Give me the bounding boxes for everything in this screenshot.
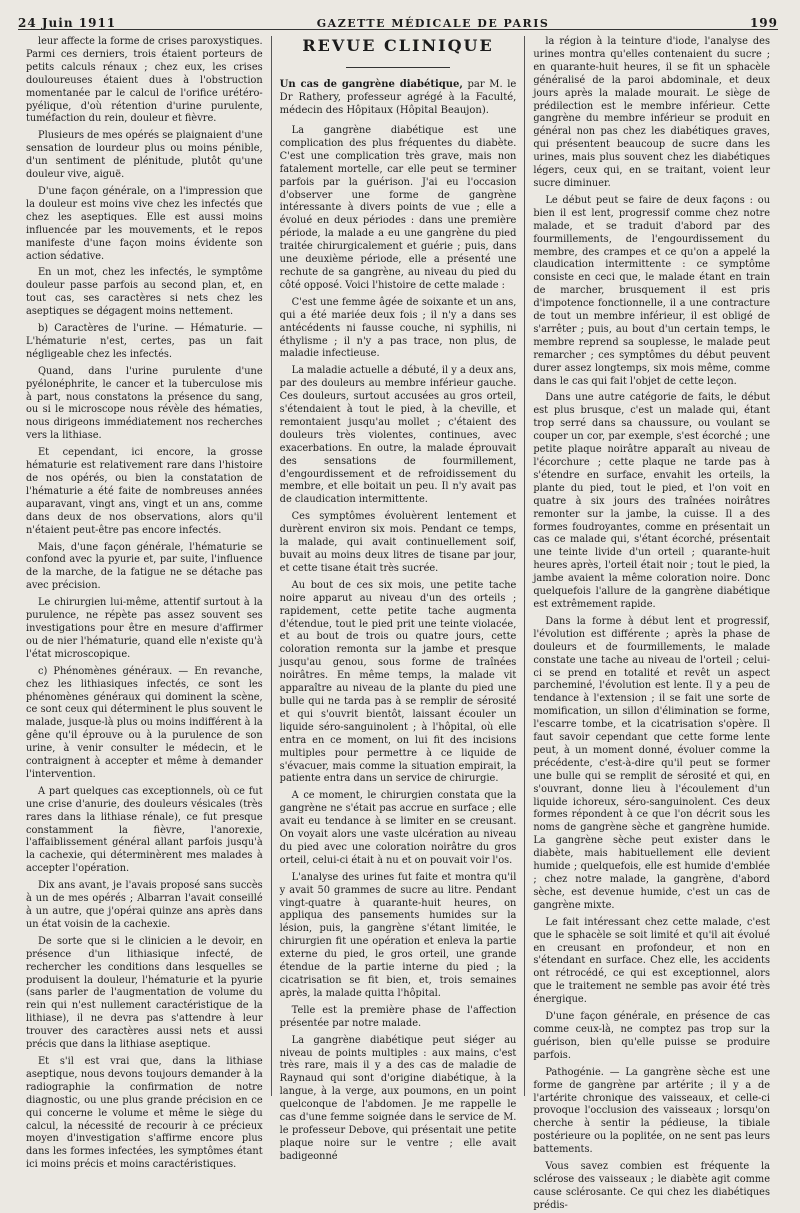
paragraph: A part quelques cas exceptionnels, où ce fut une crise d'anurie, des douleurs vésicales (très rares dans la lithiase rénale), ce fut presque constamment la fièvre, l'anorexie, l'affaiblissement général allant parfois jusqu'à la cachexie, qui déterminèrent mes malades à accepter l'opération. xyxy=(26,785,263,875)
paragraph: En un mot, chez les infectés, le symptôme douleur passe parfois au second plan, et, en tout cas, ses caractères si nets chez les aseptiques se dégagent moins nettement. xyxy=(26,267,263,318)
paragraph: Telle est la première phase de l'affection présentée par notre malade. xyxy=(279,1004,517,1029)
paragraph: Pathogénie. — La gangrène sèche est une forme de gangrène par artérite ; il y a de l'artérite chronique des vaisseaux, et celle-ci provoque l'occlusion des vaisseaux ; lorsqu'on cherche à sentir la pédieuse, la tibiale postérieure ou la poplitée, on ne sent pas leurs battements. xyxy=(533,1066,771,1156)
paragraph: Plusieurs de mes opérés se plaignaient d'une sensation de lourdeur plus ou moins pénible, d'un sentiment de plénitude, plutôt qu'une douleur vive, aiguë. xyxy=(26,130,263,181)
paragraph: De sorte que si le clinicien a le devoir, en présence d'un lithiasique infecté, de rechercher les conditions dans lesquelles se produisent la douleur, l'hématurie et la pyurie (sans parler de l'augmentation de volume du rein qui n'est nullement caractéristique de la lithiase), il ne devra pas s'attendre à leur trouver des caractères aussi nets et aussi précis que dans la lithiase aseptique. xyxy=(26,935,263,1051)
journal-title: GAZETTE MÉDICALE DE PARIS xyxy=(316,17,550,30)
issue-date: 24 Juin 1911 xyxy=(18,16,117,30)
paragraph: La gangrène diabétique peut siéger au niveau de points multiples : aux mains, c'est très rare, mais il y a des cas de maladie de Raynaud qui sont d'origine diabétique, à la langue, à la verge, aux poumons, en un point quelconque de l'abdomen. Je me rappelle le cas d'une femme soignée dans le service de M. le professeur Debove, qui présentait une petite plaque noire sur le ventre ; elle avait badigeonné xyxy=(279,1034,517,1162)
paragraph: C'est une femme âgée de soixante et un ans, qui a été mariée deux fois ; il n'y a dans ses antécédents ni fausse couche, ni syphilis, ni éthylisme ; il n'y a pas trace, non plus, de maladie infectieuse. xyxy=(279,296,517,360)
column-3 xyxy=(524,36,778,1211)
paragraph: D'une façon générale, on a l'impression que la douleur est moins vive chez les infectés que chez les aseptiques. Elle est aussi moins influencée par les mouvements, et le repos manifeste d'une façon moins évidente son action sédative. xyxy=(26,185,263,262)
paragraph: c) Phénomènes généraux. — En revanche, chez les lithiasiques infectés, ce sont les phénomènes généraux qui dominent la scène, ce sont ceux qui déterminent le plus souvent le malade, jusque-là plus ou moins indifférent à la gêne qu'il éprouve ou à la purulence de son urine, à venir consulter le médecin, et le contraignent à accepter et même à demander l'intervention. xyxy=(26,665,263,780)
paragraph: Quand, dans l'urine purulente d'une pyélonéphrite, le cancer et la tuberculose mis à part, nous constatons la présence du sang, ou si le microscope nous révèle des hématies, nous dirigeons immédiatement nos recherches vers la lithiase. xyxy=(26,365,263,442)
page-number: 199 xyxy=(749,16,778,30)
column-1 xyxy=(18,36,271,1171)
paragraph: Dix ans avant, je l'avais proposé sans succès à un de mes opérés ; Albarran l'avait conseillé à un autre, que j'opérai quinze ans après dans un état voisin de la cachexie. xyxy=(26,880,263,930)
paragraph: L'analyse des urines fut faite et montra qu'il y avait 50 grammes de sucre au litre. Pendant vingt-quatre à quarante-huit heures, on appliqua des pansements humides sur la lésion, puis, la gangrène s'étant limitée, le chirurgien fit une opération et enleva la partie externe du pied, le gros orteil, une grande étendue de la partie interne du pied ; la cicatrisation se fit bien, et, trois semaines après, la malade quitta l'hôpital. xyxy=(279,871,517,999)
paragraph: La gangrène diabétique est une complication des plus fréquentes du diabète. C'est une complication très grave, mais non fatalement mortelle, car elle peut se terminer parfois par la guérison. J'ai eu l'occasion d'observer une forme de gangrène intéressante à divers points de vue ; elle a évolué en deux périodes : dans une première période, la malade a eu une gangrène du pied traitée chirurgicalement et guérie ; puis, dans une deuxième période, elle a présenté une rechute de sa gangrène, au niveau du pied du côté opposé. Voici l'histoire de cette malade : xyxy=(279,125,517,291)
column-2 xyxy=(271,36,525,1162)
paragraph: Dans la forme à début lent et progressif, l'évolution est différente ; après la phase de douleurs et de fourmillements, le malade constate une tache au niveau de l'orteil ; celui-ci se prend en totalité et revêt un aspect parcheminé, l'évolution est lente. Il y a peu de tendance à l'extension ; il se fait une sorte de momification, un sillon d'élimination se forme, l'escarre tombe, et la cicatrisation s'opère. Il faut savoir cependant que cette forme lente peut, à un moment donné, évoluer comme la précédente, c'est-à-dire qu'il peut se former une bulle qui se remplit de sérosité et qui, en s'ouvrant, donne lieu à l'écoulement d'un liquide ichoreux, séro-sanguinolent. Ces deux formes répondent à ce que l'on décrit sous les noms de gangrène sèche et gangrène humide. La gangrène sèche peut exister dans le diabète, mais habituellement elle devient humide ; quelquefois, elle est humide d'emblée ; chez notre malade, la gangrène, d'abord sèche, est devenue humide, c'est un cas de gangrène mixte. xyxy=(533,615,771,911)
paragraph: D'une façon générale, en présence de cas comme ceux-là, ne comptez pas trop sur la guérison, bien qu'elle puisse se produire parfois. xyxy=(533,1011,771,1061)
paragraph: Dans une autre catégorie de faits, le début est plus brusque, c'est un malade qui, étant trop serré dans sa chaussure, ou voulant se couper un cor, par exemple, s'est écorché ; une petite plaque noirâtre apparaît au niveau de l'écorchure ; cette plaque ne tarde pas à s'étendre en surface, envahit les orteils, la plante du pied, tout le pied, et l'on voit en quatre à six jours des traînées noirâtres remonter sur la jambe, la cuisse. Il a des formes foudroyantes, comme en présentait un cas ce malade qui, s'étant écorché, présentait une teinte livide d'un orteil ; quarante-huit heures après, l'orteil était noir ; tout le pied, la jambe avaient la même coloration noire. Donc quelquefois l'allure de la gangrène diabétique est extrêmement rapide. xyxy=(533,392,771,610)
paragraph: la région à la teinture d'iode, l'analyse des urines montra qu'elles contenaient du sucre ; en quarante-huit heures, il se fit un sphacèle généralisé de la paroi abdominale, et deux jours après la malade mourait. Le siège de prédilection est le membre inférieur. Cette gangrène du membre inférieur se produit en général non pas chez les diabétiques graves, qui présentent beaucoup de sucre dans les urines, mais plus souvent chez les diabétiques légers, ceux qui, en se traitant, voient leur sucre diminuer. xyxy=(533,36,771,189)
article-heading xyxy=(280,78,517,117)
section-title: REVUE CLINIQUE xyxy=(302,36,494,55)
paragraph: Au bout de ces six mois, une petite tache noire apparut au niveau d'un des orteils ; rapidement, cette petite tache augmenta d'étendue, tout le pied prit une teinte violacée, et au bout de trois ou quatre jours, cette coloration remonta sur la jambe et presque jusqu'au genou, sous forme de traînées noirâtres. En même temps, la malade vit apparaître au niveau de la plante du pied une bulle qui ne tarda pas à se remplir de sérosité et qui s'ouvrit bientôt, laissant écouler un liquide séro-sanguinolent ; à l'hôpital, où elle entra en ce moment, on lui fit des incisions multiples pour permettre à ce liquide de s'évacuer, mais comme la situation empirait, la patiente entra dans un service de chirurgie. xyxy=(279,579,517,785)
article-title: Un cas de gangrène diabétique, xyxy=(279,79,463,90)
paragraph: Le fait intéressant chez cette malade, c'est que le sphacèle se soit limité et qu'il ait évolué en creusant en profondeur, et non en s'étendant en surface. Chez elle, les accidents ont rétrocédé, ce qui est exceptionnel, alors que le traitement ne semble pas avoir été très énergique. xyxy=(533,916,771,1006)
running-head xyxy=(18,0,778,30)
paragraph: leur affecte la forme de crises paroxystiques. Parmi ces derniers, trois étaient porteurs de petits calculs rénaux ; chez eux, les crises douloureuses étaient dues à l'obstruction momentanée par le calcul de l'orifice urétéro-pyélique, d'où rétention d'urine purulente, tuméfaction du rein, douleur et fièvre. xyxy=(26,36,263,125)
title-rule xyxy=(346,67,450,68)
paragraph: Et cependant, ici encore, la grosse hématurie est relativement rare dans l'histoire de nos opérés, ou bien la constatation de l'hématurie a été faite de nombreuses années auparavant, vingt ans, vingt et un ans, comme dans deux de nos observations, alors qu'il n'étaient peut-être pas encore infectés. xyxy=(26,447,263,536)
article-byline: par M. le Dr Rathery, professeur agrégé à la Faculté, médecin des Hôpitaux (Hôpital Beaujon). xyxy=(279,79,517,116)
paragraph: Mais, d'une façon générale, l'hématurie se confond avec la pyurie et, par suite, l'influence de la marche, de la fatigue ne se détache pas avec précision. xyxy=(26,541,263,592)
paragraph: Ces symptômes évoluèrent lentement et durèrent environ six mois. Pendant ce temps, la malade, qui avait continuellement soif, buvait au moins deux litres de tisane par jour, et cette tisane était très sucrée. xyxy=(279,511,517,574)
paragraph: Le chirurgien lui-même, attentif surtout à la purulence, ne répète pas assez souvent ses investigations pour être en mesure d'affirmer ou de nier l'hématurie, quand elle n'existe qu'à l'état microscopique. xyxy=(26,597,263,660)
paragraph: La maladie actuelle a débuté, il y a deux ans, par des douleurs au membre inférieur gauche. Ces douleurs, surtout accusées au gros orteil, s'étendaient à tout le pied, à la cheville, et remontaient jusqu'au mollet ; c'étaient des douleurs très violentes, continues, avec exacerbations. En outre, la malade éprouvait des sensations de fourmillement, d'engourdissement et de refroidissement du membre, et elle boitait un peu. Il n'y avait pas de claudication intermittente. xyxy=(279,365,517,506)
paragraph: Vous savez combien est fréquente la sclérose des vaisseaux ; le diabète agit comme cause sclérosante. Ce qui chez les diabétiques prédis- xyxy=(533,1161,771,1211)
paragraph: A ce moment, le chirurgien constata que la gangrène ne s'était pas accrue en surface ; elle avait eu tendance à se limiter en se creusant. On voyait alors une vaste ulcération au niveau du pied avec une coloration noirâtre du gros orteil, celui-ci était à nu et on pouvait voir l'os. xyxy=(279,790,517,866)
paragraph: b) Caractères de l'urine. — Hématurie. — L'hématurie n'est, certes, pas un fait négligeable chez les infectés. xyxy=(26,323,263,360)
paragraph: Et s'il est vrai que, dans la lithiase aseptique, nous devons toujours demander à la radiographie la confirmation de notre diagnostic, ou une plus grande précision en ce qui concerne le volume et même le siège du calcul, la nécessité de recourir à ce précieux moyen d'investigation s'affirme encore plus dans les formes infectées, les symptômes étant ici moins précis et moins caractéristiques. xyxy=(26,1055,263,1171)
paragraph: Le début peut se faire de deux façons : ou bien il est lent, progressif comme chez notre malade, et se traduit d'abord par des fourmillements, de l'engourdissement du membre, des crampes et ce qu'on a appelé la claudication intermittente : ce symptôme consiste en ceci que, le malade étant en train de marcher, brusquement il est pris d'impotence fonctionnelle, il a une contracture de tout un membre inférieur, il est obligé de s'arrêter ; puis, au bout d'un certain temps, le membre reprend sa souplesse, le malade peut remarcher ; ces symptômes du début peuvent durer assez longtemps, six mois même, comme dans le cas qui fait l'objet de cette leçon. xyxy=(533,194,771,387)
text-columns xyxy=(18,36,778,1211)
